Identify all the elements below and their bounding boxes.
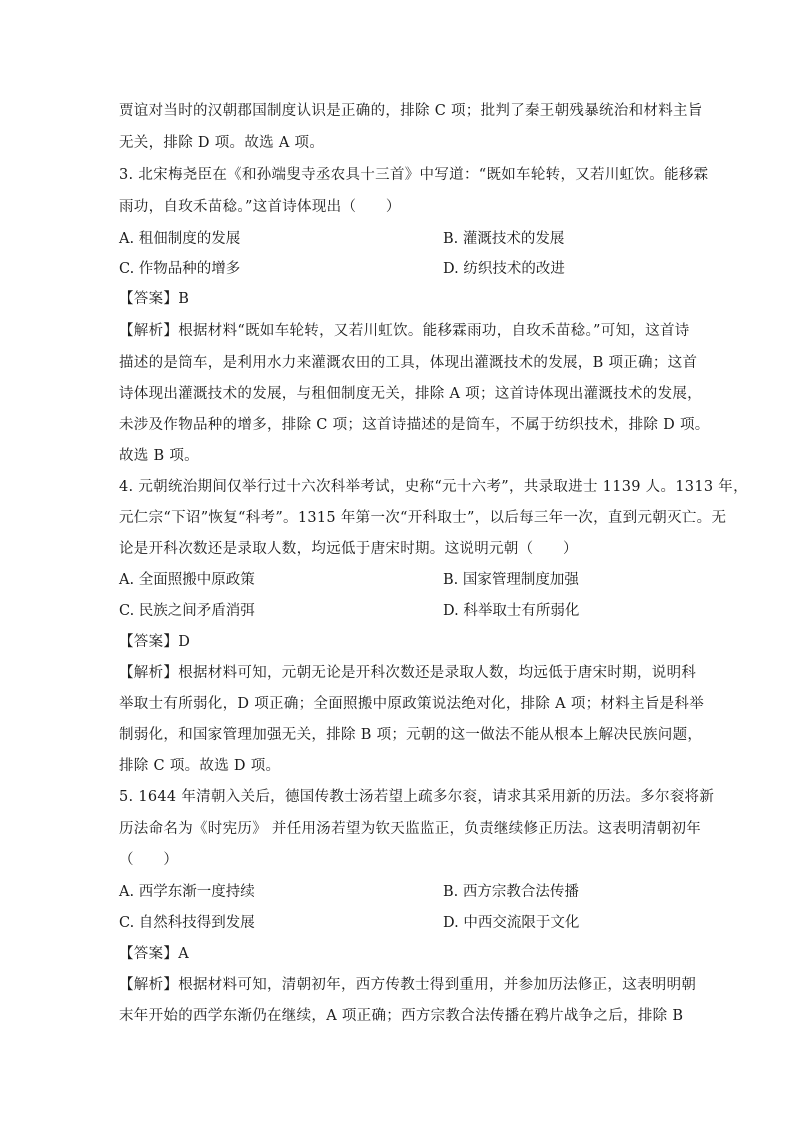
option-d: D. 纺织技术的改进 xyxy=(443,261,565,277)
question-stem: 3. 北宋梅尧臣在《和孙端叟寺丞农具十三首》中写道：“既如车轮转，又若川虹饮。能移霖 xyxy=(119,167,709,183)
answer-line: 【答案】D xyxy=(119,634,191,650)
answer-line: 【答案】A xyxy=(119,946,189,962)
option-a: A. 西学东渐一度持续 xyxy=(119,884,255,900)
option-c: C. 作物品种的增多 xyxy=(119,261,241,277)
analysis-line: 制弱化，和国家管理加强无关，排除 B 项；元朝的这一做法不能从根本上解决民族问题， xyxy=(119,727,703,743)
analysis-line: 举取士有所弱化，D 项正确；全面照搬中原政策说法绝对化，排除 A 项；材料主旨是科举 xyxy=(119,696,705,712)
option-a: A. 租佃制度的发展 xyxy=(119,231,241,247)
option-a: A. 全面照搬中原政策 xyxy=(119,572,255,588)
option-c: C. 民族之间矛盾消弭 xyxy=(119,603,255,619)
question-stem: （ ） xyxy=(119,852,179,868)
question-stem: 5. 1644 年清朝入关后，德国传教士汤若望上疏多尔衮，请求其采用新的历法。多尔衮将新 xyxy=(119,789,715,805)
question-stem: 4. 元朝统治期间仅举行过十六次科举考试，史称“元十六考”，共录取进士 1139 人。1313 年， xyxy=(119,479,748,495)
analysis-line: 末年开始的西学东渐仍在继续，A 项正确；西方宗教合法传播在鸦片战争之后，排除 B xyxy=(119,1008,684,1024)
analysis-line: 故选 B 项。 xyxy=(119,448,199,464)
analysis-line: 描述的是筒车，是利用水力来灌溉农田的工具，体现出灌溉技术的发展，B 项正确；这首 xyxy=(119,355,698,371)
question-stem: 元仁宗“下诏”恢复“科考”。1315 年第一次“开科取士”，以后每三年一次，直到元朝灭亡。无 xyxy=(119,510,727,526)
option-d: D. 科举取士有所弱化 xyxy=(443,603,580,619)
option-c: C. 自然科技得到发展 xyxy=(119,915,255,931)
option-b: B. 国家管理制度加强 xyxy=(443,572,579,588)
option-b: B. 西方宗教合法传播 xyxy=(443,884,579,900)
text-line: 无关，排除 D 项。故选 A 项。 xyxy=(119,135,325,151)
text-line: 贾谊对当时的汉朝郡国制度认识是正确的，排除 C 项；批判了秦王朝残暴统治和材料主旨 xyxy=(119,103,703,119)
option-b: B. 灌溉技术的发展 xyxy=(443,231,565,247)
option-d: D. 中西交流限于文化 xyxy=(443,915,580,931)
question-stem: 历法命名为《时宪历》 并任用汤若望为钦天监监正，负责继续修正历法。这表明清朝初年 xyxy=(119,821,702,837)
analysis-line: 【解析】根据材料可知，清朝初年，西方传教士得到重用，并参加历法修正，这表明明朝 xyxy=(119,977,697,993)
question-stem: 雨功，自玫禾苗稔。”这首诗体现出（ ） xyxy=(119,199,401,215)
analysis-line: 【解析】根据材料可知，元朝无论是开科次数还是录取人数，均远低于唐宋时期，说明科 xyxy=(119,665,697,681)
analysis-line: 诗体现出灌溉技术的发展，与租佃制度无关，排除 A 项；这首诗体现出灌溉技术的发展， xyxy=(119,386,702,402)
answer-line: 【答案】B xyxy=(119,291,190,307)
analysis-line: 未涉及作物品种的增多，排除 C 项；这首诗描述的是筒车，不属于纺织技术，排除 D 项。 xyxy=(119,417,710,433)
analysis-line: 【解析】根据材料“既如车轮转，又若川虹饮。能移霖雨功，自玫禾苗稔。”可知，这首诗 xyxy=(119,323,690,339)
question-stem: 论是开科次数还是录取人数，均远低于唐宋时期。这说明元朝（ ） xyxy=(119,541,578,557)
analysis-line: 排除 C 项。故选 D 项。 xyxy=(119,758,281,774)
